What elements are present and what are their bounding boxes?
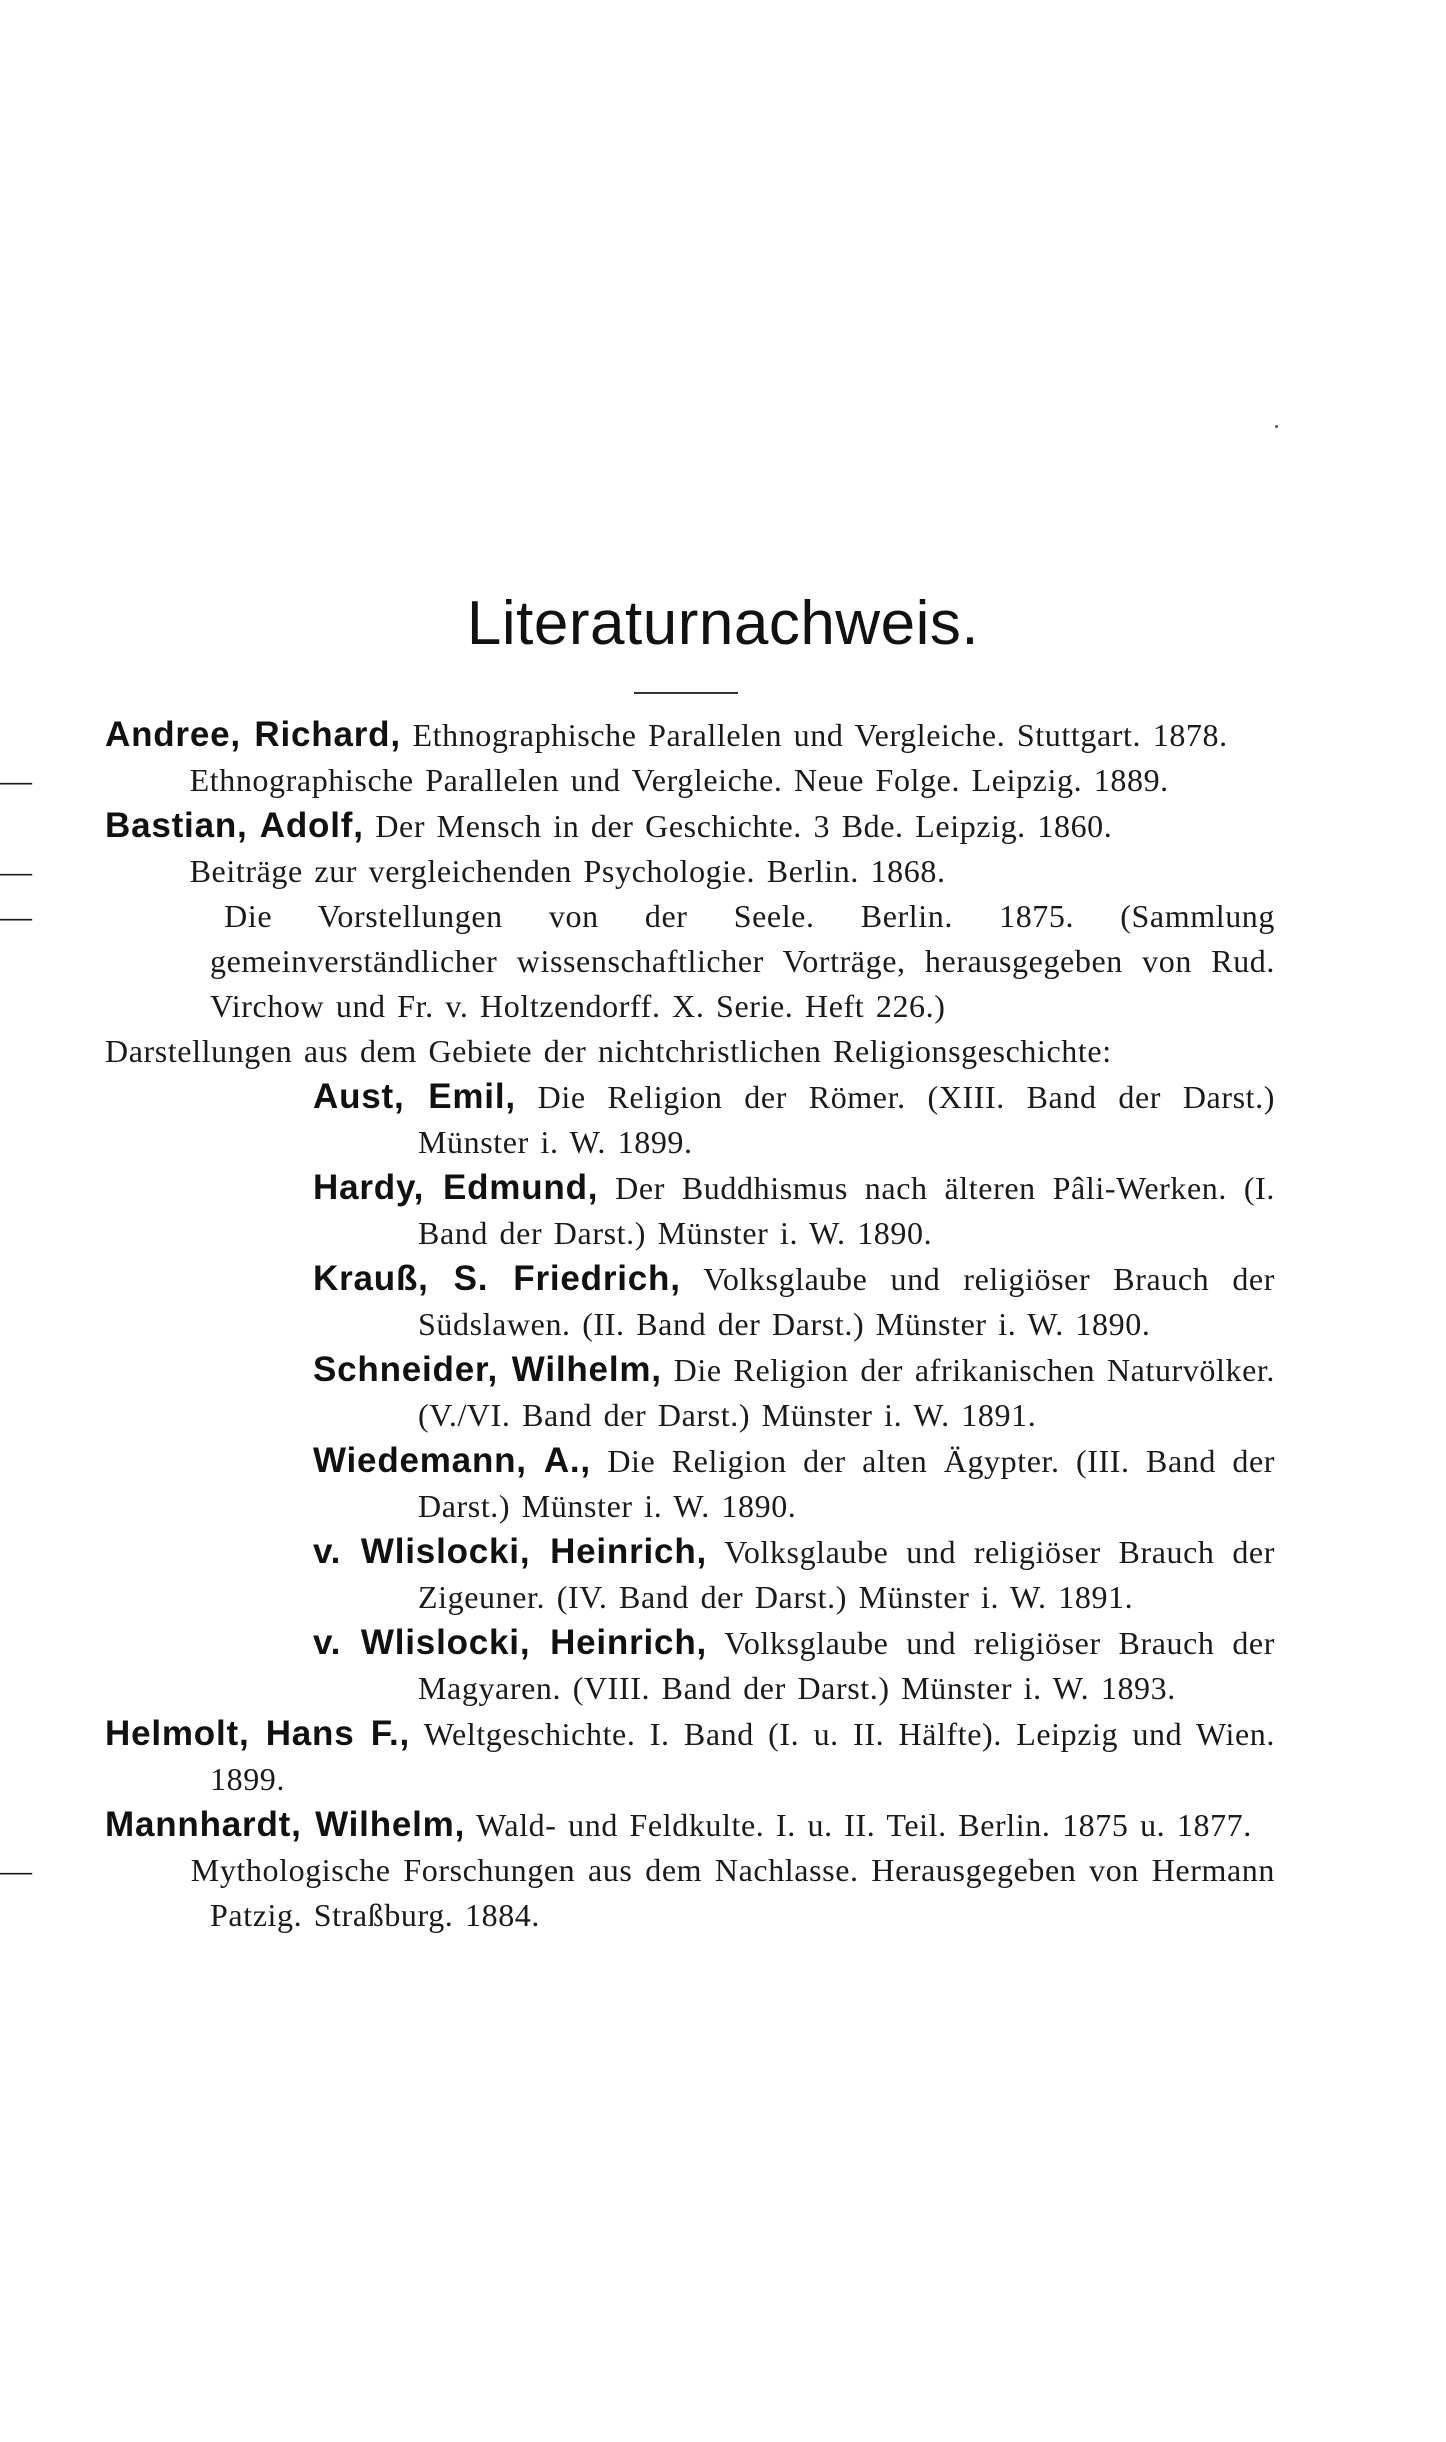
bibliography-entry — [105, 712, 1275, 758]
entry-author: Wiedemann, A., — [313, 1441, 591, 1480]
entry-text: Weltgeschichte. I. Band (I. u. II. Hälfte). Leipzig und Wien. 1899. — [210, 1716, 1275, 1797]
entry-text: Mythologische Forschungen aus dem Nachlasse. Herausgegeben von Hermann Patzig. Straßburg. 1884. — [178, 1852, 1275, 1933]
entry-text: Volksglaube und religiöser Brauch der Südslawen. (II. Band der Darst.) Münster i. W. 1890. — [418, 1261, 1275, 1342]
bibliography-entry — [105, 1711, 1275, 1802]
bibliography-subentry — [313, 1620, 1275, 1711]
entry-author: v. Wlislocki, Heinrich, — [313, 1623, 708, 1662]
entry-author: Andree, Richard, — [105, 715, 401, 754]
entry-text: Ethnographische Parallelen und Vergleiche. Neue Folge. Leipzig. 1889. — [178, 762, 1169, 798]
ditto-dash: — — [0, 762, 33, 798]
bibliography-list — [0, 712, 1276, 1938]
entry-text: Die Religion der alten Ägypter. (III. Band der Darst.) Münster i. W. 1890. — [418, 1443, 1275, 1524]
entry-author: Helmolt, Hans F., — [105, 1714, 411, 1753]
bibliography-subentry — [313, 1438, 1275, 1529]
entry-text: Beiträge zur vergleichenden Psychologie. Berlin. 1868. — [178, 853, 946, 889]
bibliography-entry — [0, 849, 1275, 894]
title-rule — [634, 692, 738, 694]
bibliography-subentry — [313, 1074, 1275, 1165]
bibliography-subentry — [313, 1165, 1275, 1256]
entry-text: Volksglaube und religiöser Brauch der Magyaren. (VIII. Band der Darst.) Münster i. W. 1893. — [418, 1625, 1275, 1706]
entry-text: Die Religion der Römer. (XIII. Band der Darst.) Münster i. W. 1899. — [418, 1079, 1275, 1160]
bibliography-subentry — [313, 1347, 1275, 1438]
ditto-dash: — — [0, 1852, 33, 1888]
entry-author: Bastian, Adolf, — [105, 806, 364, 845]
bibliography-entry — [0, 758, 1275, 803]
bibliography-entry — [105, 1802, 1275, 1848]
entry-author: Hardy, Edmund, — [313, 1168, 599, 1207]
series-heading: Darstellungen aus dem Gebiete der nichtchristlichen Religionsgeschichte: — [105, 1033, 1112, 1069]
page-title: Literaturnachweis. — [466, 589, 980, 658]
entry-text: Ethnographische Parallelen und Vergleiche. Stuttgart. 1878. — [400, 717, 1228, 753]
entry-text: Volksglaube und religiöser Brauch der Zigeuner. (IV. Band der Darst.) Münster i. W. 1891. — [418, 1534, 1275, 1615]
paper-speck — [1275, 425, 1278, 428]
bibliography-entry — [105, 803, 1275, 849]
entry-author: v. Wlislocki, Heinrich, — [313, 1532, 708, 1571]
ditto-dash: — — [0, 853, 33, 889]
entry-author: Mannhardt, Wilhelm, — [105, 1805, 466, 1844]
entry-text: Die Vorstellungen von der Seele. Berlin. 1875. (Sammlung gemeinverständlicher wissenschaftlicher Vorträge, herausgegeben von Rud. Virchow und Fr. v. Holtzendorff. X. Serie. Heft 226.) — [178, 898, 1275, 1024]
entry-author: Aust, Emil, — [313, 1077, 516, 1116]
entry-author: Schneider, Wilhelm, — [313, 1350, 662, 1389]
entry-text: Der Mensch in der Geschichte. 3 Bde. Leipzig. 1860. — [363, 808, 1113, 844]
bibliography-subentry — [313, 1256, 1275, 1347]
bibliography-entry — [0, 1848, 1275, 1938]
entry-author: Krauß, S. Friedrich, — [313, 1259, 681, 1298]
bibliography-entry — [0, 894, 1275, 1029]
entry-text: Die Religion der afrikanischen Naturvölker. (V./VI. Band der Darst.) Münster i. W. 1891. — [418, 1352, 1275, 1433]
entry-text: Der Buddhismus nach älteren Pâli-Werken. (I. Band der Darst.) Münster i. W. 1890. — [418, 1170, 1276, 1251]
bibliography-subentry — [313, 1529, 1275, 1620]
ditto-dash: — — [0, 898, 33, 934]
entry-text: Wald- und Feldkulte. I. u. II. Teil. Berlin. 1875 u. 1877. — [465, 1807, 1252, 1843]
